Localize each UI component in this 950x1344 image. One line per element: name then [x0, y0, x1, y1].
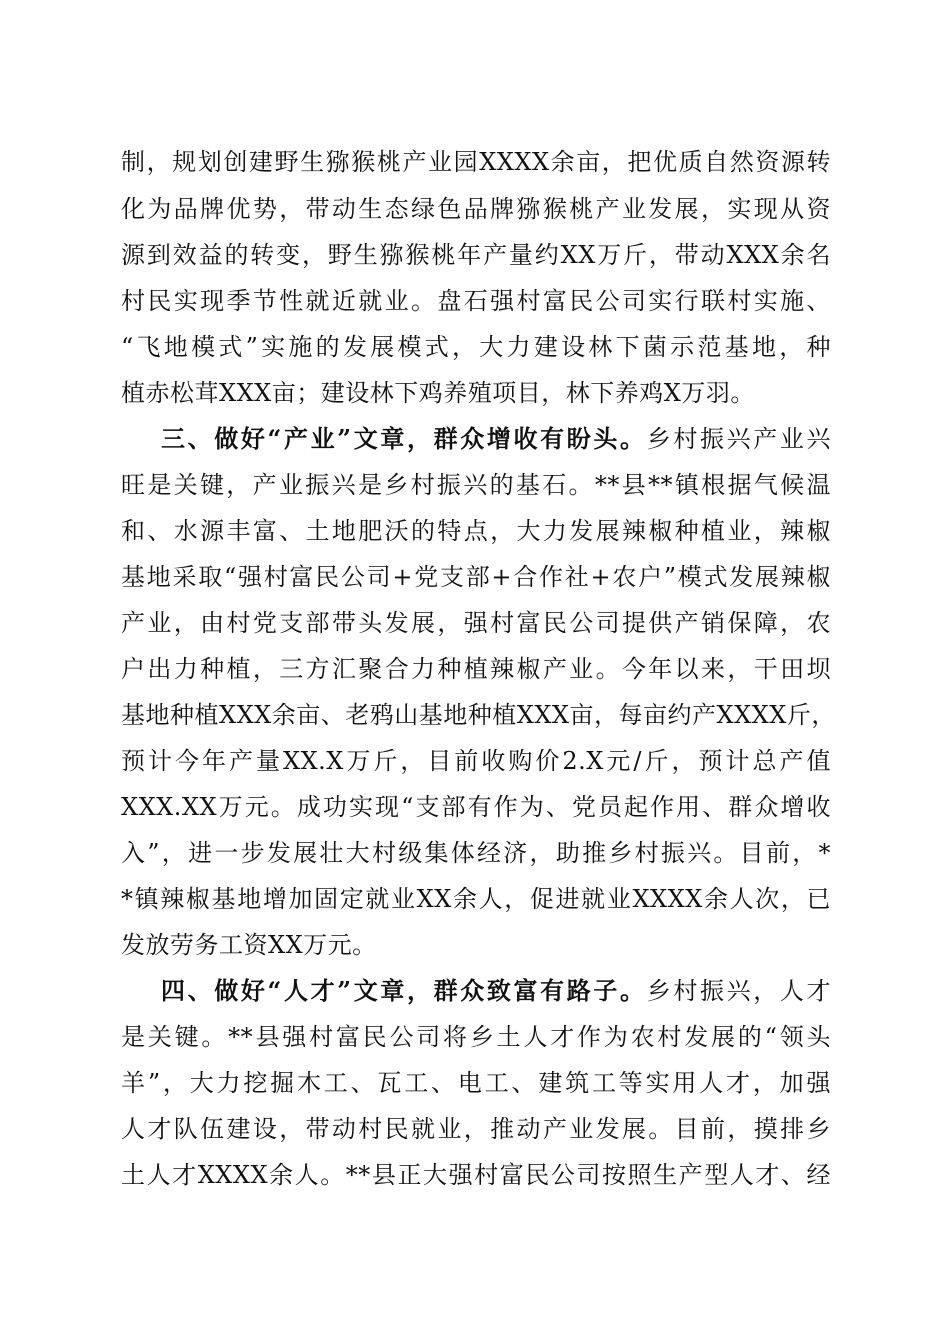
section-four-first-line-text: 乡村振兴，人才	[646, 977, 832, 1005]
paragraph-line: 旺是关键，产业振兴是乡村振兴的基石。**县**镇根据气候温	[121, 471, 831, 499]
paragraph-line: 化为品牌优势，带动生态绿色品牌猕猴桃产业发展，实现从资	[121, 195, 831, 223]
paragraph-line: 和、水源丰富、土地肥沃的特点，大力发展辣椒种植业，辣椒	[121, 517, 831, 545]
paragraph-line: 人才队伍建设，带动村民就业，推动产业发展。目前，摸排乡	[121, 1115, 831, 1143]
paragraph-line: 是关键。**县强村富民公司将乡土人才作为农村发展的“领头	[121, 1023, 831, 1051]
paragraph-line: “飞地模式”实施的发展模式，大力建设林下菌示范基地，种	[121, 333, 831, 361]
paragraph-line: 制，规划创建野生猕猴桃产业园XXXX余亩，把优质自然资源转	[121, 148, 831, 176]
paragraph-line: 发放劳务工资XX万元。	[121, 931, 377, 959]
paragraph-line: 基地种植XXX余亩、老鸦山基地种植XXX亩，每亩约产XXXX斤，	[121, 701, 836, 729]
section-three-first-line	[161, 419, 831, 459]
paragraph-line: 源到效益的转变，野生猕猴桃年产量约XX万斤，带动XXX余名	[121, 241, 831, 269]
section-three-heading: 三、做好“产业”文章，群众增收有盼头。	[161, 424, 647, 453]
paragraph-line: 基地采取“强村富民公司+党支部+合作社+农户”模式发展辣椒	[121, 563, 831, 591]
paragraph-line: 羊”，大力挖掘木工、瓦工、电工、建筑工等实用人才，加强	[121, 1069, 831, 1097]
paragraph-line: 产业，由村党支部带头发展，强村富民公司提供产销保障，农	[121, 609, 831, 637]
section-four-first-line	[161, 971, 831, 1011]
paragraph-line: 预计今年产量XX.X万斤，目前收购价2.X元/斤，预计总产值	[121, 747, 831, 775]
paragraph-line: 户出力种植，三方汇聚合力种植辣椒产业。今年以来，干田坝	[121, 655, 831, 683]
paragraph-line: 土人才XXXX余人。**县正大强村富民公司按照生产型人才、经	[121, 1161, 831, 1189]
paragraph-line: 村民实现季节性就近就业。盘石强村富民公司实行联村实施、	[121, 287, 831, 315]
paragraph-line: 植赤松茸XXX亩；建设林下鸡养殖项目，林下养鸡X万羽。	[121, 379, 755, 407]
section-four-heading: 四、做好“人才”文章，群众致富有路子。	[161, 976, 647, 1005]
paragraph-line: 入”，进一步发展壮大村级集体经济，助推乡村振兴。目前，*	[121, 839, 831, 867]
paragraph-line: XXX.XX万元。成功实现“支部有作为、党员起作用、群众增收	[121, 793, 831, 821]
paragraph-line: *镇辣椒基地增加固定就业XX余人，促进就业XXXX余人次，已	[121, 885, 831, 913]
section-three-first-line-text: 乡村振兴产业兴	[646, 425, 832, 453]
